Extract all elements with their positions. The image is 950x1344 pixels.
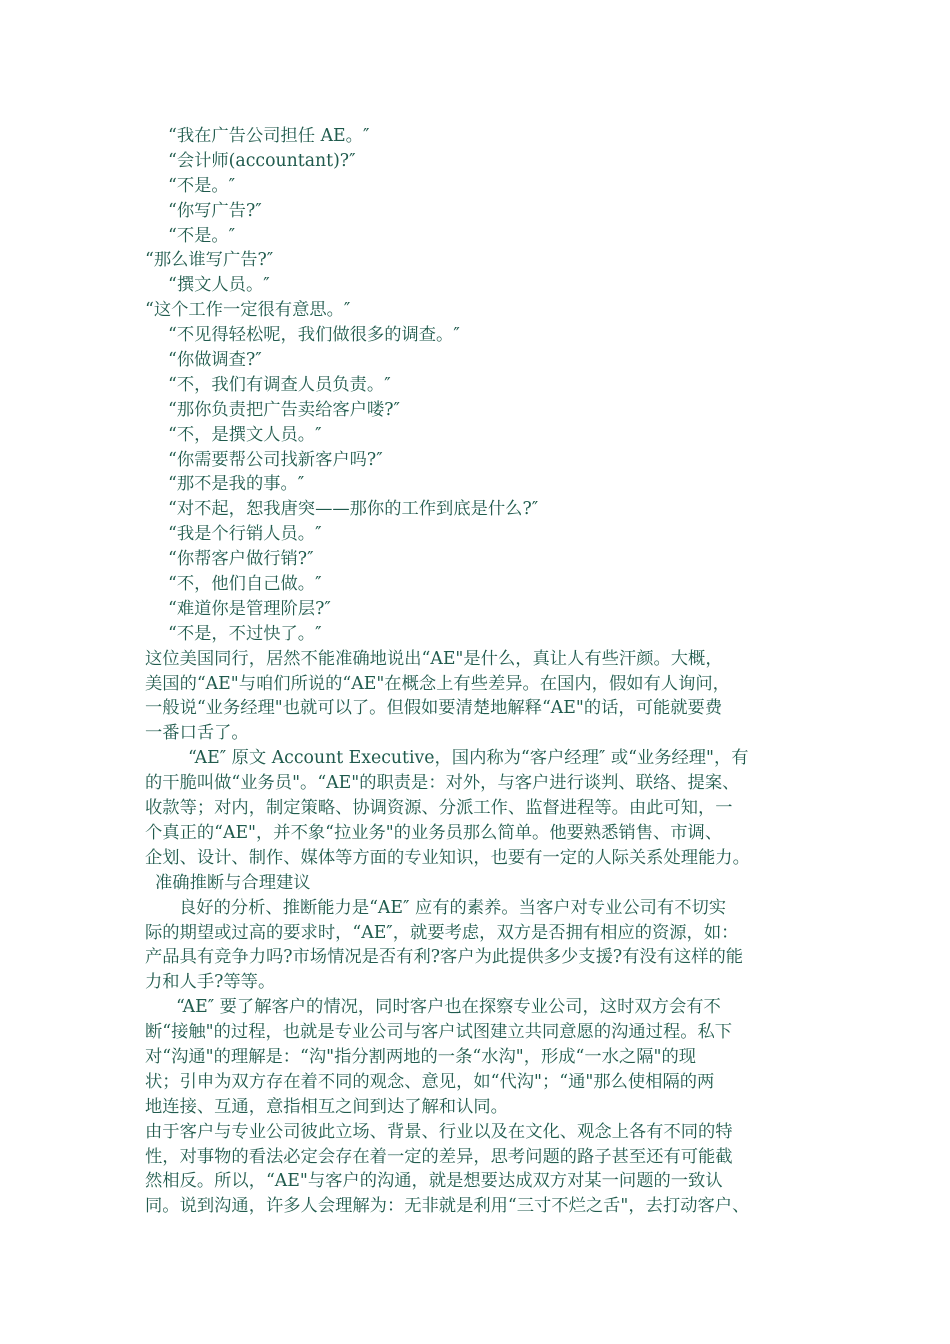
dialogue-line: “撰文人员。″ [168, 275, 270, 296]
paragraph-line: 力和人手?等等。 [145, 972, 276, 993]
paragraph-line: “AE″ 原文 Account Executive，国内称为“客户经理″ 或“业务经理"，有 [188, 748, 749, 769]
paragraph-line: 断“接触"的过程，也就是专业公司与客户试图建立共同意愿的沟通过程。私下 [145, 1022, 733, 1043]
dialogue-line: “那不是我的事。″ [168, 474, 305, 495]
dialogue-line: “会计师(accountant)?″ [168, 150, 356, 171]
paragraph-line: 际的期望或过高的要求时，“AE″，就要考虑，双方是否拥有相应的资源，如： [145, 922, 739, 943]
paragraph-line: 个真正的“AE"，并不象“拉业务"的业务员那么简单。他要熟悉销售、市调、 [145, 822, 723, 843]
dialogue-line: “你做调查?″ [168, 350, 262, 371]
dialogue-line: “这个工作一定很有意思。″ [145, 300, 351, 321]
document-body [145, 124, 825, 1219]
paragraph-line: 性，对事物的看法必定会存在着一定的差异，思考问题的路子甚至还有可能截 [145, 1146, 733, 1167]
dialogue-line: “不是。″ [168, 225, 236, 246]
paragraph-line: 同。说到沟通，许多人会理解为：无非就是利用“三寸不烂之舌"，去打动客户、 [145, 1196, 750, 1217]
paragraph-line: 对“沟通"的理解是：“沟"指分割两地的一条“水沟"，形成“一水之隔"的现 [145, 1046, 697, 1067]
paragraph-line: 一番口舌了。 [145, 723, 249, 744]
dialogue-line: “不是，不过快了。″ [168, 623, 322, 644]
dialogue-line: “我是个行销人员。″ [168, 524, 322, 545]
dialogue-line: “不见得轻松呢，我们做很多的调查。″ [168, 325, 460, 346]
paragraph-line: 状；引申为双方存在着不同的观念、意见，如“代沟"；“通"那么使相隔的两 [145, 1071, 715, 1092]
dialogue-line: “不是。″ [168, 175, 236, 196]
dialogue-line: “你帮客户做行销?″ [168, 549, 314, 570]
paragraph-line: 然相反。所以，“AE"与客户的沟通，就是想要达成双方对某一问题的一致认 [145, 1171, 723, 1192]
dialogue-line: “不，我们有调查人员负责。″ [168, 374, 391, 395]
paragraph-line: 企划、设计、制作、媒体等方面的专业知识，也要有一定的人际关系处理能力。 [145, 847, 750, 868]
paragraph-line: 良好的分析、推断能力是“AE″ 应有的素养。当客户对专业公司有不切实 [179, 897, 727, 918]
dialogue-line: “难道你是管理阶层?″ [168, 598, 331, 619]
paragraph-line: 一般说“业务经理"也就可以了。但假如要清楚地解释“AE"的话，可能就要费 [145, 698, 723, 719]
paragraph-line: 收款等；对内，制定策略、协调资源、分派工作、监督进程等。由此可知，一 [145, 798, 733, 819]
paragraph-line: 这位美国同行，居然不能准确地说出“AE"是什么，真让人有些汗颜。大概， [145, 648, 723, 669]
dialogue-line: “你需要帮公司找新客户吗?″ [168, 449, 383, 470]
dialogue-line: “不，是撰文人员。″ [168, 424, 322, 445]
dialogue-line: “我在广告公司担任 AE。″ [168, 126, 370, 146]
dialogue-line: “那你负责把广告卖给客户喽?″ [168, 399, 400, 420]
paragraph-line: 美国的“AE"与咱们所说的“AE"在概念上有些差异。在国内，假如有人询问， [145, 673, 730, 694]
dialogue-line: “你写广告?″ [168, 200, 262, 221]
paragraph-line: 的干脆叫做“业务员"。“AE"的职责是：对外，与客户进行谈判、联络、提案、 [145, 773, 740, 794]
paragraph-line: 地连接、互通，意指相互之间到达了解和认同。 [145, 1096, 508, 1117]
paragraph-line: 产品具有竞争力吗?市场情况是否有利?客户为此提供多少支援?有没有这样的能 [145, 947, 744, 968]
dialogue-line: “不，他们自己做。″ [168, 574, 322, 595]
section-heading: 准确推断与合理建议 [155, 872, 311, 893]
dialogue-line: “那么谁写广告?″ [145, 250, 274, 271]
paragraph-line: “AE″ 要了解客户的情况，同时客户也在探察专业公司，这时双方会有不 [176, 997, 721, 1018]
paragraph-line: 由于客户与专业公司彼此立场、背景、行业以及在文化、观念上各有不同的特 [145, 1121, 733, 1142]
dialogue-line: “对不起，恕我唐突——那你的工作到底是什么?″ [168, 499, 539, 520]
